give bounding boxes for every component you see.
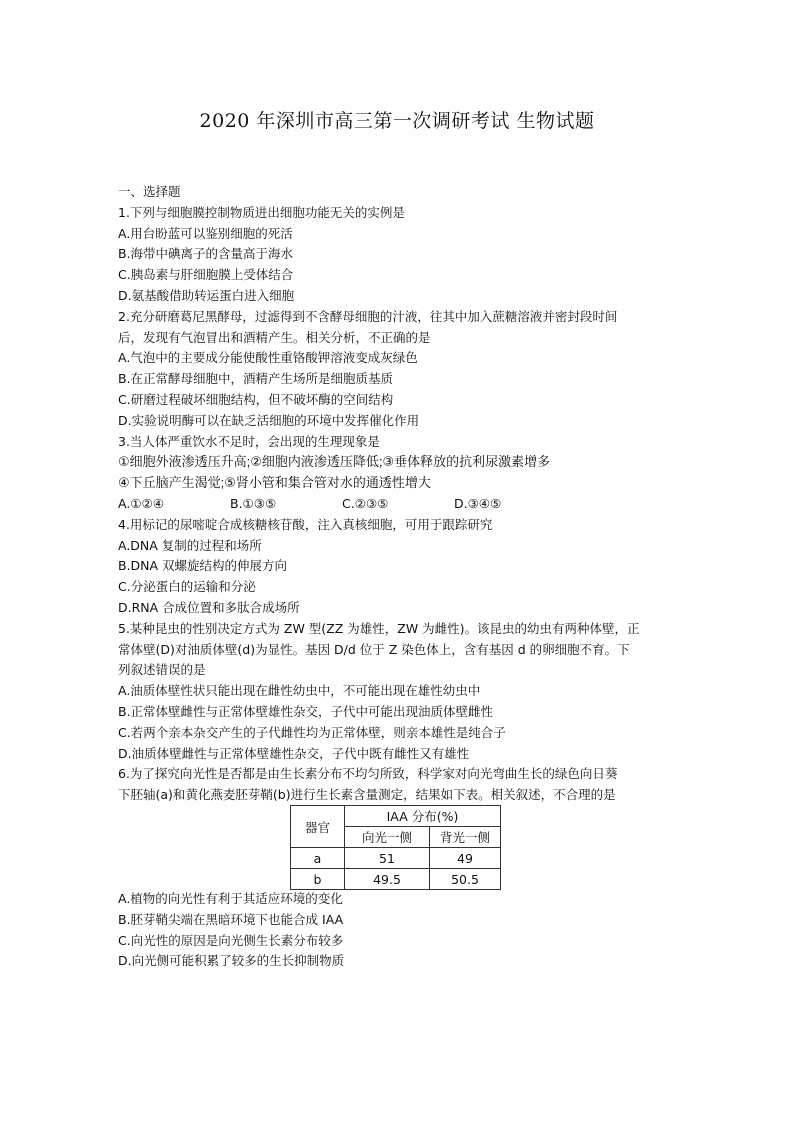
table-cell-organ: a — [291, 848, 345, 869]
question-5-stem-line-1: 5.某种昆虫的性别决定方式为 ZW 型(ZZ 为雄性，ZW 为雌性)。该昆虫的幼虫有两种体壁，正 — [118, 620, 640, 636]
section-heading: 一、选择题 — [118, 184, 181, 199]
question-3-option-d: D.③④⑤ — [454, 495, 502, 511]
question-3-stem: 3.当人体严重饮水不足时，会出现的生理现象是 — [118, 433, 380, 449]
table-cell-light: 49.5 — [345, 869, 430, 890]
question-6-options — [118, 889, 688, 972]
question-4-option-d: D.RNA 合成位置和多肽合成场所 — [118, 599, 300, 615]
question-2-option-d: D.实验说明酶可以在缺乏活细胞的环境中发挥催化作用 — [118, 412, 420, 428]
page-title: 2020 年深圳市高三第一次调研考试 生物试题 — [199, 110, 595, 132]
question-6-option-c: C.向光性的原因是向光侧生长素分布较多 — [118, 932, 344, 948]
table-header-iaa-group: IAA 分布(%) — [345, 806, 501, 827]
question-6-option-a: A.植物的向光性有利于其适应环境的变化 — [118, 891, 343, 906]
question-1-stem: 1.下列与细胞膜控制物质进出细胞功能无关的实例是 — [118, 204, 405, 220]
question-2-stem-line-1: 2.充分研磨葛尼黑酵母，过滤得到不含酵母细胞的汁液，往其中加入蔗糖溶液并密封段时间 — [118, 308, 618, 324]
question-3-items-line-1: ①细胞外液渗透压升高;②细胞内液渗透压降低;③垂体释放的抗利尿激素增多 — [118, 454, 551, 470]
table-header-light-side: 向光一侧 — [345, 827, 430, 848]
question-3-options — [118, 494, 688, 515]
table-cell-back: 49 — [430, 848, 501, 869]
question-2-option-a: A.气泡中的主要成分能使酸性重铬酸钾溶液变成灰绿色 — [118, 350, 418, 366]
question-4-stem: 4.用标记的尿嘧啶合成核糖核苷酸，注入真核细胞，可用于跟踪研究 — [118, 516, 493, 532]
question-4-option-a: A.DNA 复制的过程和场所 — [118, 537, 262, 553]
question-1-option-a: A.用台盼蓝可以鉴别细胞的死活 — [118, 225, 293, 241]
question-4-option-b: B.DNA 双螺旋结构的伸展方向 — [118, 558, 288, 574]
question-3-items-line-2: ④下丘脑产生渴觉;⑤肾小管和集合管对水的通透性增大 — [118, 475, 431, 491]
table-header-organ: 器官 — [291, 806, 345, 848]
table-cell-organ: b — [291, 869, 345, 890]
question-5-option-b: B.正常体壁雌性与正常体壁雄性杂交，子代中可能出现油质体壁雌性 — [118, 703, 494, 719]
question-2-stem-line-2: 后，发现有气泡冒出和酒精产生。相关分析，不正确的是 — [118, 329, 431, 345]
question-3-option-a: A.①②④ — [118, 495, 164, 511]
question-4-option-c: C.分泌蛋白的运输和分泌 — [118, 579, 256, 595]
question-6-stem-line-2: 下胚轴(a)和黄化燕麦胚芽鞘(b)进行生长素含量测定，结果如下表。相关叙述，不合理的是 — [118, 787, 616, 803]
question-5-option-d: D.油质体壁雌性与正常体壁雄性杂交，子代中既有雌性又有雄性 — [118, 745, 470, 761]
question-list — [118, 182, 688, 806]
iaa-distribution-table — [290, 805, 501, 890]
question-6-option-b: B.胚芽鞘尖端在黑暗环境下也能合成 IAA — [118, 911, 344, 927]
question-1-option-c: C.胰岛素与肝细胞膜上受体结合 — [118, 267, 294, 283]
table-header-back-side: 背光一侧 — [430, 827, 501, 848]
table-row — [291, 848, 501, 869]
question-5-option-a: A.油质体壁性状只能出现在雌性幼虫中，不可能出现在雄性幼虫中 — [118, 683, 481, 699]
question-1-option-d: D.氨基酸借助转运蛋白进入细胞 — [118, 287, 295, 303]
question-3-option-c: C.②③⑤ — [342, 495, 389, 511]
question-5-stem-line-3: 列叙述错误的是 — [118, 662, 206, 678]
question-5-option-c: C.若两个亲本杂交产生的子代雌性均为正常体壁，则亲本雄性是纯合子 — [118, 724, 506, 740]
question-6-stem-line-1: 6.为了探究向光性是否都是由生长素分布不均匀所致，科学家对向光弯曲生长的绿色向日葵 — [118, 766, 618, 782]
table-cell-light: 51 — [345, 848, 430, 869]
table-cell-back: 50.5 — [430, 869, 501, 890]
question-2-option-b: B.在正常酵母细胞中，酒精产生场所是细胞质基质 — [118, 371, 394, 387]
question-3-option-b: B.①③⑤ — [230, 495, 277, 511]
question-1-option-b: B.海带中碘离子的含量高于海水 — [118, 246, 294, 262]
table-row — [291, 869, 501, 890]
question-2-option-c: C.研磨过程破坏细胞结构，但不破坏酶的空间结构 — [118, 391, 394, 407]
question-5-stem-line-2: 常体壁(D)对油质体壁(d)为显性。基因 D/d 位于 Z 染色体上，含有基因 d 的卵细胞不育。下 — [118, 641, 630, 657]
question-6-option-d: D.向光侧可能积累了较多的生长抑制物质 — [118, 953, 345, 969]
